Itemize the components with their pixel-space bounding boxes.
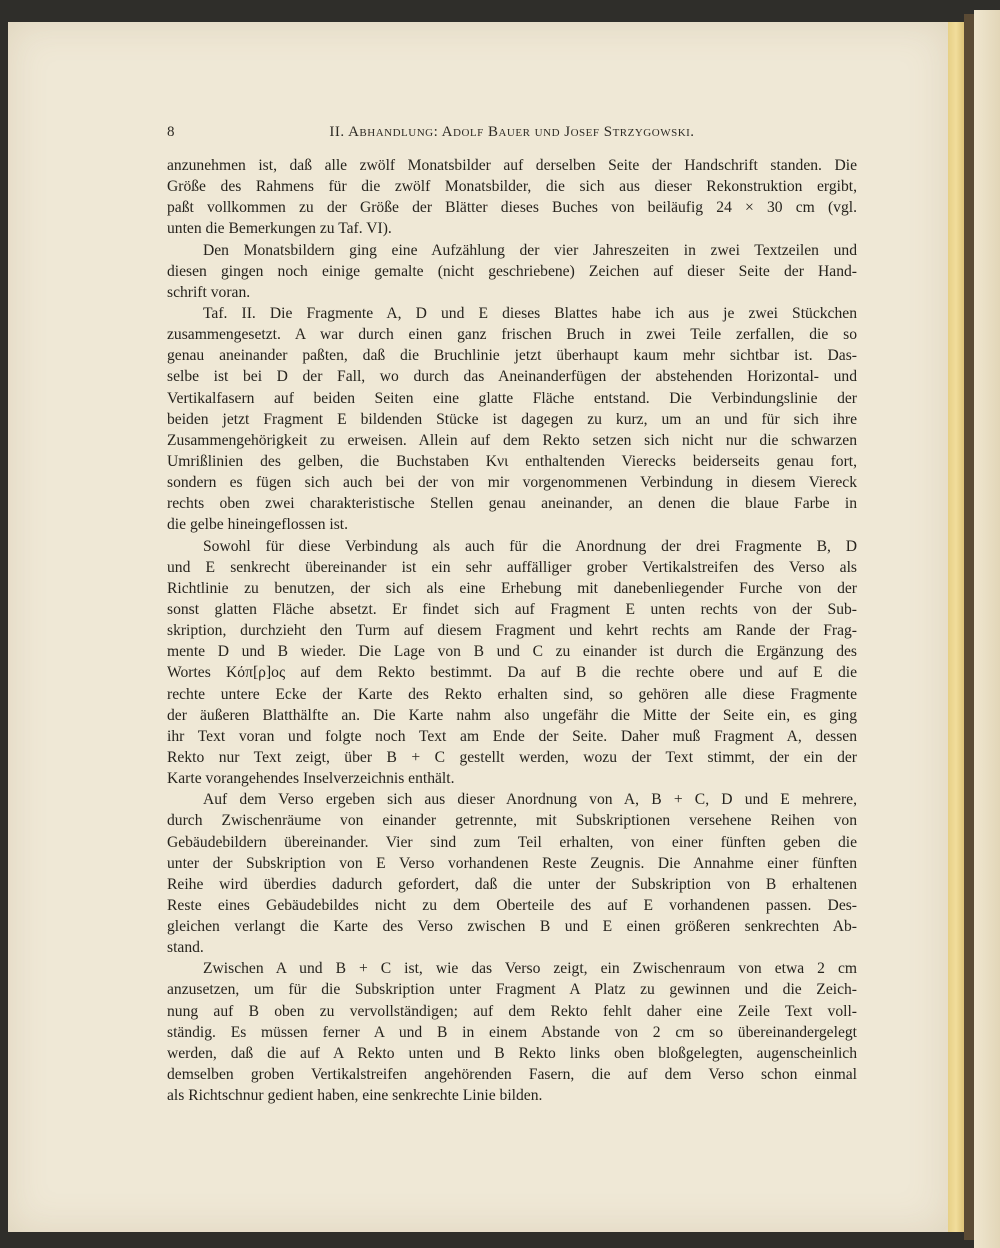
text-line: zusammengesetzt. A war durch einen ganz frischen Bruch in zwei Teile zerfallen, die so [167, 326, 857, 344]
page-header [167, 124, 857, 146]
text-line: Den Monatsbildern ging eine Aufzählung der vier Jahreszeiten in zwei Textzeilen und [203, 241, 857, 259]
text-line: nung auf B oben zu vervollständigen; auf dem Rekto fehlt daher eine Zeile Text voll- [167, 1002, 857, 1020]
text-line: gleichen verlangt die Karte des Verso zwischen B und E einen größeren senkrechten Ab- [167, 918, 857, 936]
text-line: diesen gingen noch einige gemalte (nicht geschriebene) Zeichen auf dieser Seite der Hand- [167, 262, 857, 280]
text-line: paßt vollkommen zu der Größe der Blätter dieses Buches von beiläufig 24 × 30 cm (vgl. [167, 199, 857, 217]
page-edge-yellow [948, 22, 964, 1232]
text-line: Umrißlinien des gelben, die Buchstaben Κνι enthaltenden Vierecks beiderseits genau fort, [167, 452, 857, 470]
text-line: Zwischen A und B + C ist, wie das Verso zeigt, ein Zwischenraum von etwa 2 cm [203, 960, 857, 978]
text-line: rechte untere Ecke der Karte des Rekto erhalten sind, so gehören alle diese Fragmente [167, 685, 857, 703]
text-line: Reihe wird überdies dadurch gefordert, daß die unter der Subskription von B erhaltenen [167, 875, 857, 893]
text-line: anzusetzen, um für die Subskription unter Fragment A Platz zu gewinnen und die Zeich- [167, 981, 857, 999]
text-line: Vertikalfasern auf beiden Seiten eine glatte Fläche entstand. Die Verbindungslinie der [167, 389, 857, 407]
text-line: werden, daß die auf A Rekto unten und B Rekto links oben bloßgelegten, augenscheinlich [167, 1044, 857, 1062]
text-line: selbe ist bei D der Fall, wo durch das Aneinanderfügen der abstehenden Horizontal- und [167, 368, 857, 386]
text-line: Rekto nur Text zeigt, über B + C gestellt werden, wozu der Text stimmt, der ein der [167, 748, 857, 766]
text-line: als Richtschnur gedient haben, eine senkrechte Linie bilden. [167, 1087, 543, 1105]
text-line: demselben groben Vertikalstreifen angehörenden Fasern, die auf dem Verso schon einmal [167, 1066, 857, 1084]
text-line: sonst glatten Fläche absetzt. Er findet sich auf Fragment E unten rechts von der Sub- [167, 600, 857, 618]
text-line: durch Zwischenräume von einander getrennte, mit Subskriptionen versehene Reihen von [167, 812, 857, 830]
text-line: unten die Bemerkungen zu Taf. VI). [167, 220, 392, 238]
text-line: skription, durchzieht den Turm auf diesem Fragment und kehrt rechts am Rande der Frag- [167, 622, 857, 640]
text-line: ständig. Es müssen ferner A und B in einem Abstande von 2 cm so übereinandergelegt [167, 1023, 857, 1041]
text-line: genau aneinander paßten, daß die Bruchlinie jetzt überhaupt kaum mehr sichtbar ist. Das- [167, 347, 857, 365]
text-line: Karte vorangehendes Inselverzeichnis enthält. [167, 770, 455, 788]
text-line: unter der Subskription von E Verso vorhandenen Reste Zeugnis. Die Annahme einer fünften [167, 854, 857, 872]
text-line: ihr Text voran und folgte noch Text am Ende der Seite. Daher muß Fragment A, dessen [167, 727, 857, 745]
binding-shadow [964, 14, 974, 1240]
text-line: beiden jetzt Fragment E bildenden Stücke ist dagegen zu kurz, um an und für sich ihre [167, 410, 857, 428]
text-line: Sowohl für diese Verbindung als auch für die Anordnung der drei Fragmente B, D [203, 537, 857, 555]
text-line: Reste eines Gebäudebildes nicht zu dem Oberteile des auf E vorhandenen passen. Des- [167, 896, 857, 914]
text-line: anzunehmen ist, daß alle zwölf Monatsbilder auf derselben Seite der Handschrift standen. Die [167, 157, 857, 174]
page-number: 8 [167, 124, 175, 140]
running-head: II. Abhandlung: Adolf Bauer und Josef Strzygowski. [329, 124, 695, 140]
text-line: Taf. II. Die Fragmente A, D und E dieses Blattes habe ich aus je zwei Stückchen [203, 304, 857, 322]
text-line: schrift voran. [167, 283, 251, 301]
text-line: Gebäudebildern übereinander. Vier sind zum Teil erhalten, von einer fünften geben die [167, 833, 857, 851]
text-line: mente D und B wieder. Die Lage von B und C zu einander ist durch die Ergänzung des [167, 643, 857, 661]
text-line: Größe des Rahmens für die zwölf Monatsbilder, die sich aus dieser Rekonstruktion ergibt, [167, 178, 857, 196]
text-line: Wortes Κόπ[ρ]ος auf dem Rekto bestimmt. Da auf B die rechte obere und auf E die [167, 664, 857, 682]
text-line: Zusammengehörigkeit zu erweisen. Allein auf dem Rekto setzen sich nicht nur die schwarzen [167, 431, 857, 449]
body-text [167, 155, 857, 1106]
text-line: der äußeren Blatthälfte an. Die Karte nahm also ungefähr die Mitte der Seite ein, es ging [167, 706, 857, 724]
text-line: und E senkrecht übereinander ist ein sehr auffälliger grober Vertikalstreifen des Verso als [167, 558, 857, 576]
text-line: stand. [167, 939, 204, 957]
text-line: rechts oben zwei charakteristische Stellen genau aneinander, an denen die blaue Farbe in [167, 495, 857, 513]
text-line: die gelbe hineingeflossen ist. [167, 516, 349, 534]
text-line: Auf dem Verso ergeben sich aus dieser Anordnung von A, B + C, D und E mehrere, [203, 791, 857, 809]
text-line: Richtlinie zu benutzen, der sich als eine Erhebung mit danebenliegender Furche von der [167, 579, 857, 597]
text-line: sondern es fügen sich auch bei der von mir vorgenommenen Verbindung in diesem Viereck [167, 474, 857, 492]
next-page-edge [974, 10, 1000, 1248]
